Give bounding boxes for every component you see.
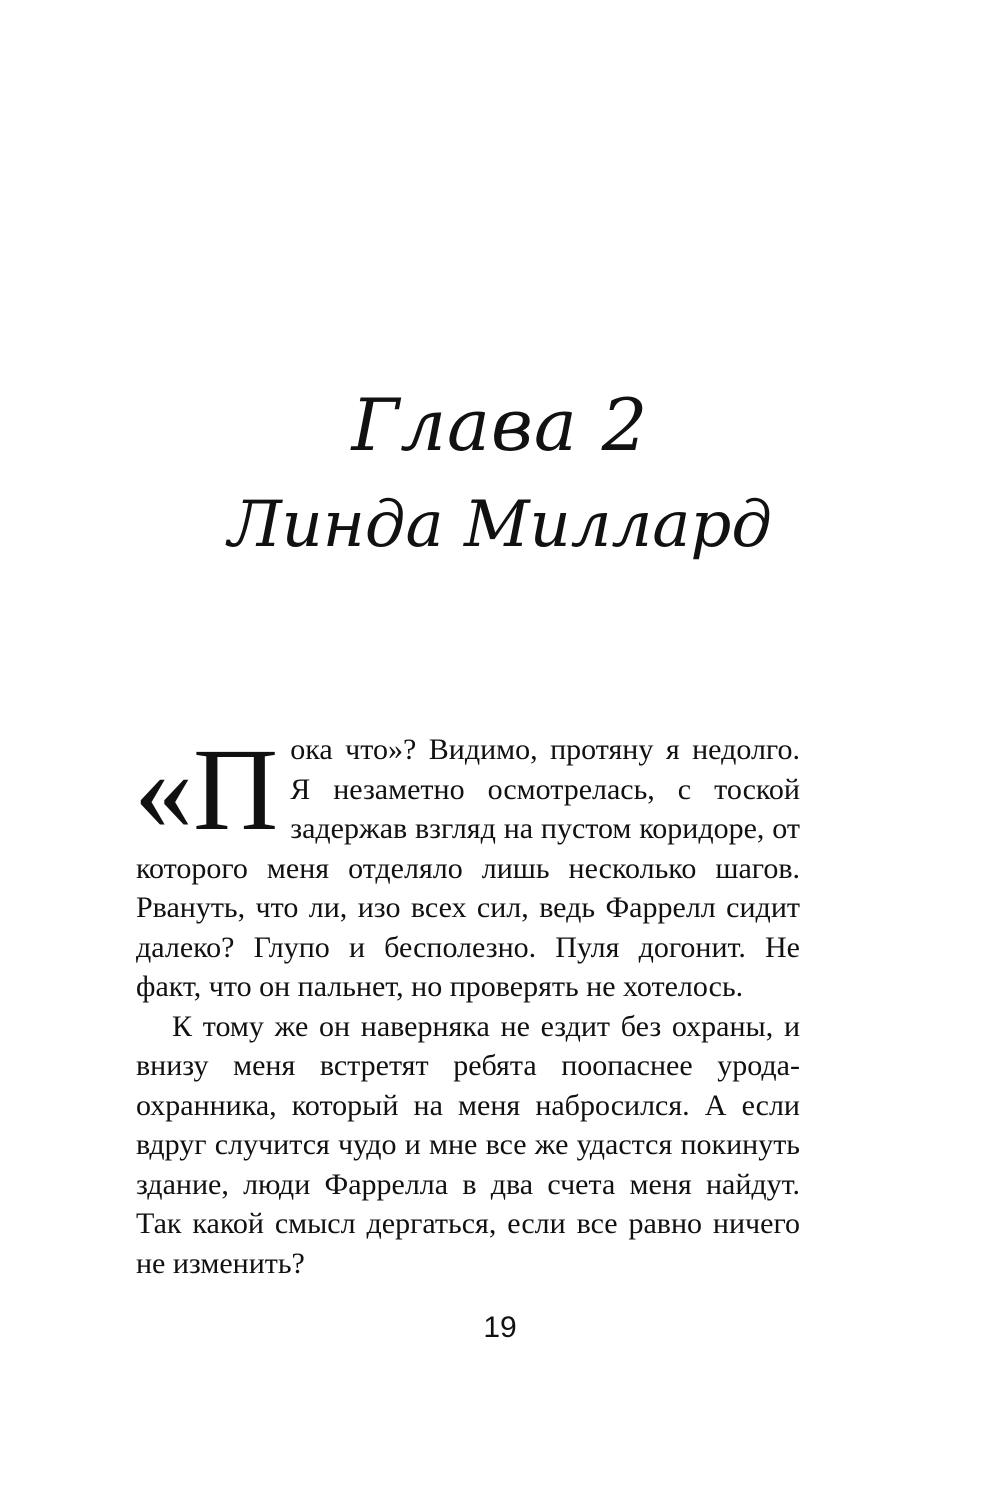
paragraph-1-text: ока что»? Видимо, протяну я недолго. Я незаметно осмотрелась, с тоской задержав взгляд на пустом коридоре, от которого меня отделяло лишь несколько шагов. Рвануть, что ли, изо всех сил, ведь Фаррелл сидит далеко? Глупо и бесполезно. Пуля догонит. Не факт, что он пальнет, но проверять не хотелось. — [136, 733, 800, 1003]
drop-cap: «П — [134, 724, 279, 855]
chapter-subtitle: Линда Миллард — [228, 488, 772, 562]
paragraph-2: К тому же он наверняка не ездит без охраны, и внизу меня встретят ребята поопаснее урода-охранника, который на меня набросился. А если вдруг случится чудо и мне все же удастся покинуть здание, люди Фаррелла в два счета меня найдут. Так какой смысл дергаться, если все равно ничего не изменить? — [136, 1009, 800, 1280]
paragraph-1 — [134, 724, 800, 1007]
page-number: 19 — [483, 1311, 517, 1344]
chapter-title: Глава 2 — [351, 383, 649, 467]
chapter-body — [134, 724, 800, 1283]
